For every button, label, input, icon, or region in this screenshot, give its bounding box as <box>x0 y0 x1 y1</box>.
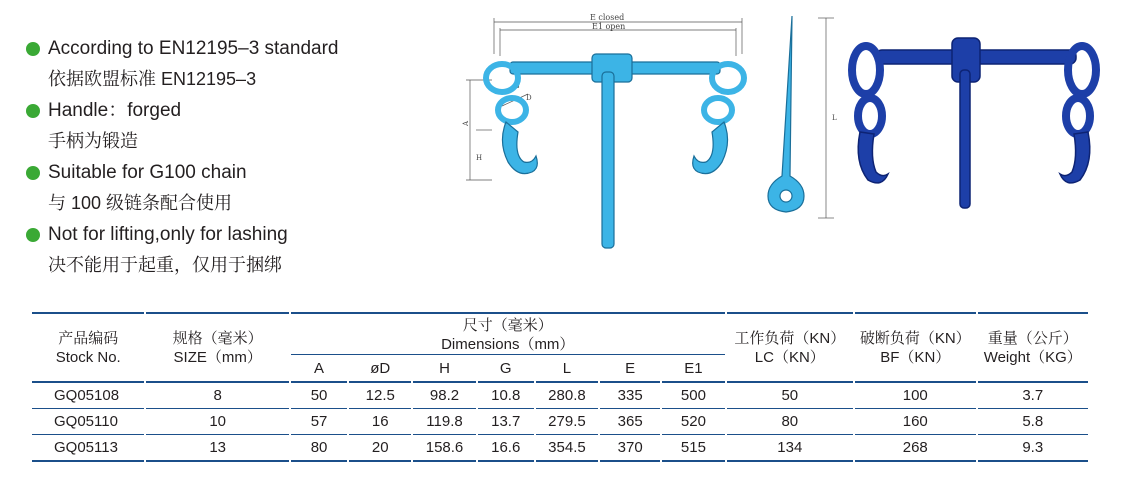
header-weight <box>978 312 1089 381</box>
cell-lc: 50 <box>727 381 853 408</box>
cell-weight: 3.7 <box>978 381 1089 408</box>
cell-size: 13 <box>146 434 289 462</box>
header-text: 规格（毫米） <box>172 329 263 347</box>
cell-e: 365 <box>600 408 660 434</box>
feature-zh: 依据欧盟标准 EN12195–3 <box>48 69 257 89</box>
cell-g: 10.8 <box>478 381 534 408</box>
cell-e: 370 <box>600 434 660 462</box>
cell-g: 16.6 <box>478 434 534 462</box>
header-text: 破断负荷（KN） <box>859 329 971 347</box>
header-text: 产品编码 <box>58 329 119 347</box>
cell-lc: 134 <box>727 434 853 462</box>
header-dim-e: E <box>625 359 636 377</box>
header-dim-e1: E1 <box>684 359 703 377</box>
header-text: 尺寸（毫米） <box>462 317 553 334</box>
drawing-label: E1 open <box>592 22 626 31</box>
drawing-label: L <box>832 114 837 122</box>
drawing-label: G <box>514 82 520 90</box>
cell-stock-no: GQ05113 <box>32 434 144 462</box>
feature-en: Suitable for G100 chain <box>48 162 247 183</box>
cell-stock-no: GQ05108 <box>32 381 144 408</box>
cell-l: 279.5 <box>536 408 598 434</box>
header-lc <box>727 312 853 381</box>
cell-h: 98.2 <box>413 381 475 408</box>
cell-h: 119.8 <box>413 408 475 434</box>
drawing-label: D <box>526 94 532 102</box>
cell-e1: 515 <box>662 434 724 462</box>
cell-g: 13.7 <box>478 408 534 434</box>
header-dim-a: A <box>314 359 325 377</box>
cell-bf: 100 <box>855 381 975 408</box>
feature-item <box>26 33 426 95</box>
header-dim-d: øD <box>370 359 391 377</box>
feature-en: Handle：forged <box>48 100 182 121</box>
bullet-icon <box>26 42 40 56</box>
header-text: SIZE（mm） <box>173 348 262 366</box>
bullet-icon <box>26 228 40 242</box>
cell-lc: 80 <box>727 408 853 434</box>
header-text: 重量（公斤） <box>987 329 1078 347</box>
feature-list <box>26 33 426 281</box>
feature-item <box>26 219 426 281</box>
feature-en: According to EN12195–3 standard <box>48 38 339 59</box>
cell-h: 158.6 <box>413 434 475 462</box>
feature-zh: 与 100 级链条配合使用 <box>48 193 233 213</box>
cell-bf: 160 <box>855 408 975 434</box>
feature-zh: 手柄为锻造 <box>48 131 138 151</box>
header-size <box>146 312 289 381</box>
bullet-icon <box>26 104 40 118</box>
cell-l: 280.8 <box>536 381 598 408</box>
cell-bf: 268 <box>855 434 975 462</box>
header-dim-l: L <box>562 359 572 377</box>
header-stock-no <box>32 312 144 381</box>
bullet-icon <box>26 166 40 180</box>
cell-a: 50 <box>291 381 347 408</box>
feature-item <box>26 157 426 219</box>
header-dim-h: H <box>439 359 450 377</box>
product-photo <box>846 30 1108 222</box>
cell-stock-no: GQ05110 <box>32 408 144 434</box>
header-text: 工作负荷（KN） <box>734 329 846 347</box>
header-dimensions <box>291 312 725 355</box>
header-text: BF（KN） <box>880 348 951 366</box>
cell-weight: 5.8 <box>978 408 1089 434</box>
spec-table <box>30 312 1090 462</box>
table-row <box>32 381 1088 408</box>
cell-e1: 500 <box>662 381 724 408</box>
cell-e1: 520 <box>662 408 724 434</box>
cell-a: 57 <box>291 408 347 434</box>
drawing-label: H <box>476 154 483 162</box>
drawing-label: A <box>462 120 470 126</box>
drawing-label: E closed <box>590 13 625 22</box>
cell-size: 8 <box>146 381 289 408</box>
header-bf <box>855 312 975 381</box>
cell-l: 354.5 <box>536 434 598 462</box>
feature-item <box>26 95 426 157</box>
cell-e: 335 <box>600 381 660 408</box>
header-text: Dimensions（mm） <box>441 336 575 353</box>
header-text: LC（KN） <box>754 348 825 366</box>
cell-d: 16 <box>349 408 411 434</box>
header-dim-g: G <box>499 359 512 377</box>
header-text: Stock No. <box>55 348 121 366</box>
table-row <box>32 408 1088 434</box>
feature-en: Not for lifting,only for lashing <box>48 224 288 245</box>
header-text: Weight（KG） <box>983 348 1082 366</box>
technical-drawing <box>462 10 854 250</box>
cell-a: 80 <box>291 434 347 462</box>
table-row <box>32 434 1088 462</box>
feature-zh: 决不能用于起重，仅用于捆绑 <box>48 255 282 275</box>
cell-weight: 9.3 <box>978 434 1089 462</box>
cell-d: 20 <box>349 434 411 462</box>
cell-size: 10 <box>146 408 289 434</box>
cell-d: 12.5 <box>349 381 411 408</box>
